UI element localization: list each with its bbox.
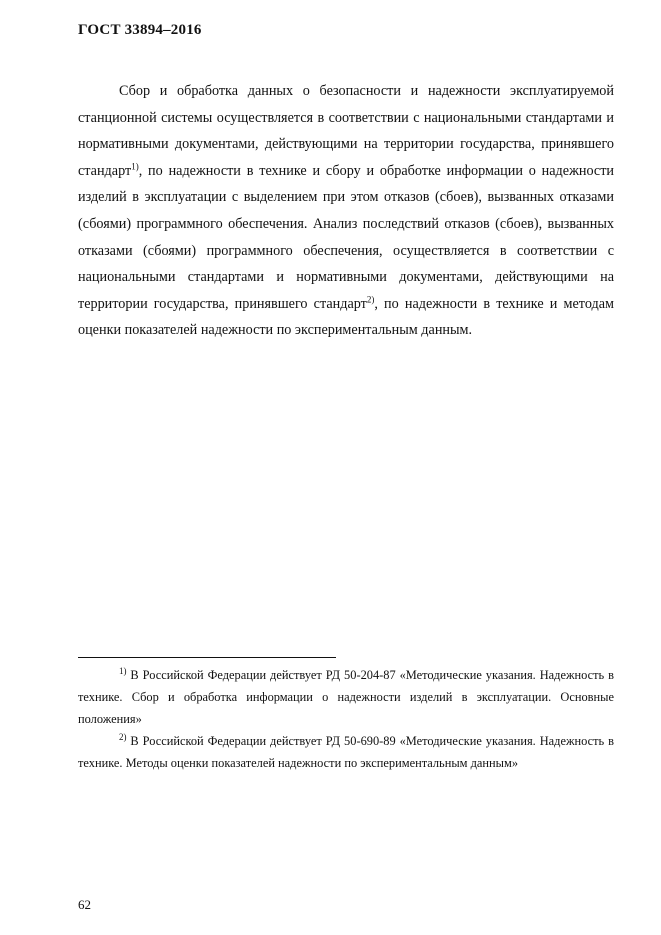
document-header: ГОСТ 33894–2016 bbox=[78, 22, 202, 38]
body-text-part-2: , по надежности в технике и сбору и обработке информации о надежности изделий в эксплуатации с выделением при этом отказов (сбоев), вызванных отказами (сбоями) программного обеспечения. Анализ последствий отказов (сбоев), вызванных отказами (сбоями) программного обеспечения, осуществляется в соответствии с национальными стандартами и нормативными документами, действующими на территории государства, принявшего стандарт bbox=[78, 162, 614, 312]
body-text-part-3: , по надежности в технике и методам оценки показателей надежности по экспериментальным данным. bbox=[78, 295, 614, 339]
footnote-1 bbox=[78, 664, 614, 730]
footnotes-block bbox=[78, 664, 614, 774]
footnote-separator bbox=[78, 657, 336, 658]
footnote-1-marker: 1) bbox=[119, 665, 127, 676]
footnote-2-text: В Российской Федерации действует РД 50-690-89 «Методические указания. Надежность в технике. Методы оценки показателей надежности по экспериментальным данным» bbox=[78, 734, 614, 770]
footnote-ref-1: 1) bbox=[131, 161, 139, 172]
page-number: 62 bbox=[78, 897, 91, 912]
footnote-ref-2: 2) bbox=[366, 294, 375, 305]
footnote-2 bbox=[78, 730, 614, 774]
footnote-1-text: В Российской Федерации действует РД 50-204-87 «Методические указания. Надежность в технике. Сбор и обработка информации о надежности изделий в эксплуатации. Основные положения» bbox=[78, 668, 614, 726]
body-paragraph bbox=[78, 78, 614, 344]
body-text-part-1: Сбор и обработка данных о безопасности и надежности эксплуатируемой станционной системы осуществляется в соответствии с национальными стандартами и нормативными документами, действующими на территории государства, принявшего стандарт bbox=[78, 83, 614, 179]
footnote-2-marker: 2) bbox=[119, 731, 127, 742]
